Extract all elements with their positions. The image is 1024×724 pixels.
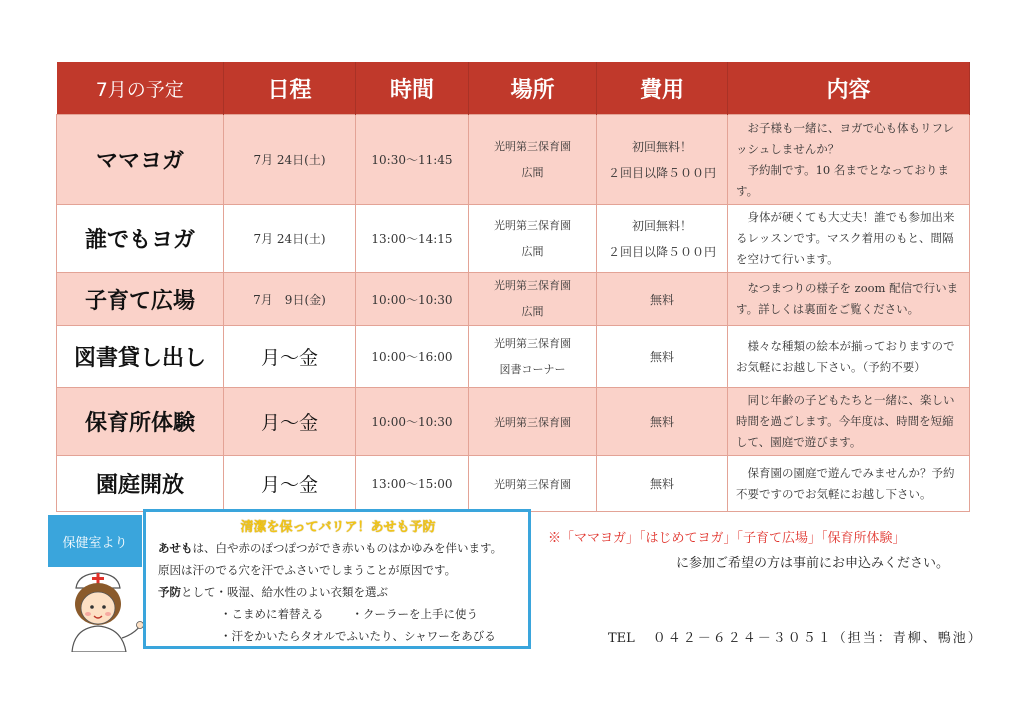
- health-line-4: ・こまめに着替える ・クーラーを上手に使う: [220, 607, 478, 621]
- event-content: 身体が硬くても大丈夫！誰でも参加出来るレッスンです。マスク着用のもと、間隔を空けて行います。: [728, 205, 970, 273]
- table-row: [57, 388, 970, 456]
- event-name: ママヨガ: [57, 115, 224, 205]
- header-time: 時間: [356, 62, 469, 115]
- event-date: 7月 24日(土): [224, 115, 356, 205]
- event-date: 月～金: [224, 456, 356, 512]
- event-name: 図書貸し出し: [57, 326, 224, 388]
- header-place: 場所: [469, 62, 597, 115]
- health-line-3: 予防として・吸湿、給水性のよい衣類を選ぶ: [158, 585, 388, 599]
- event-time: 10:00～16:00: [356, 326, 469, 388]
- header-date: 日程: [224, 62, 356, 115]
- event-date: 月～金: [224, 388, 356, 456]
- table-row: [57, 115, 970, 205]
- event-time: 13:00～14:15: [356, 205, 469, 273]
- event-place: 光明第三保育園 広間: [469, 273, 597, 326]
- table-row: [57, 205, 970, 273]
- event-date: 7月 24日(土): [224, 205, 356, 273]
- health-line-5: ・汗をかいたらタオルでふいたり、シャワーをあびる: [220, 629, 496, 643]
- event-place: 光明第三保育園: [469, 388, 597, 456]
- notice-line-1: ※「ママヨガ」「はじめてヨガ」「子育て広場」「保育所体験」: [548, 531, 906, 546]
- event-place: 光明第三保育園 図書コーナー: [469, 326, 597, 388]
- event-place: 光明第三保育園: [469, 456, 597, 512]
- event-fee: 無料: [597, 326, 728, 388]
- table-row: [57, 326, 970, 388]
- nurse-illustration: [54, 568, 144, 652]
- table-row: [57, 273, 970, 326]
- schedule-table: [56, 62, 970, 512]
- health-info-box: [143, 509, 531, 649]
- contact-tel: [608, 627, 983, 646]
- event-name: 保育所体験: [57, 388, 224, 456]
- tel-label: TEL: [608, 631, 635, 646]
- event-content: なつまつりの様子を zoom 配信で行います。詳しくは裏面をご覧ください。: [728, 273, 970, 326]
- header-content: 内容: [728, 62, 970, 115]
- event-name: 園庭開放: [57, 456, 224, 512]
- event-time: 13:00～15:00: [356, 456, 469, 512]
- event-content: お子様も一緒に、ヨガで心も体もリフレッシュしませんか？ 予約制です。10 名までとなっております。: [728, 115, 970, 205]
- event-place: 光明第三保育園 広間: [469, 205, 597, 273]
- event-fee: 初回無料！ ２回目以降５００円: [597, 205, 728, 273]
- event-content: 様々な種類の絵本が揃っておりますのでお気軽にお越し下さい。（予約不要）: [728, 326, 970, 388]
- event-fee: 初回無料！ ２回目以降５００円: [597, 115, 728, 205]
- event-date: 月～金: [224, 326, 356, 388]
- header-fee: 費用: [597, 62, 728, 115]
- health-title: 清潔を保ってバリア！あせも予防: [240, 520, 436, 535]
- event-time: 10:30～11:45: [356, 115, 469, 205]
- table-header-row: [57, 62, 970, 115]
- event-name: 子育て広場: [57, 273, 224, 326]
- event-fee: 無料: [597, 273, 728, 326]
- health-line-2: 原因は汗のでる穴を汗でふさいでしまうことが原因です。: [158, 563, 457, 577]
- table-row: [57, 456, 970, 512]
- health-room-label: 保健室より: [48, 515, 142, 567]
- event-fee: 無料: [597, 388, 728, 456]
- health-line-1: あせもは、白や赤のぽつぽつができ赤いものはかゆみを伴います。: [158, 541, 503, 555]
- event-date: 7月 9日(金): [224, 273, 356, 326]
- event-name: 誰でもヨガ: [57, 205, 224, 273]
- tel-number: ０４２－６２４－３０５１（担当：青柳、鴨池）: [652, 631, 983, 646]
- notice-line-2: に参加ご希望の方は事前にお申込みください。: [676, 556, 950, 571]
- header-month: 7月の予定: [57, 62, 224, 115]
- event-time: 10:00～10:30: [356, 273, 469, 326]
- event-fee: 無料: [597, 456, 728, 512]
- event-content: 保育園の園庭で遊んでみませんか？予約不要ですのでお気軽にお越し下さい。: [728, 456, 970, 512]
- event-time: 10:00～10:30: [356, 388, 469, 456]
- event-content: 同じ年齢の子どもたちと一緒に、楽しい時間を過ごします。今年度は、時間を短縮して、園庭で遊びます。: [728, 388, 970, 456]
- event-place: 光明第三保育園 広間: [469, 115, 597, 205]
